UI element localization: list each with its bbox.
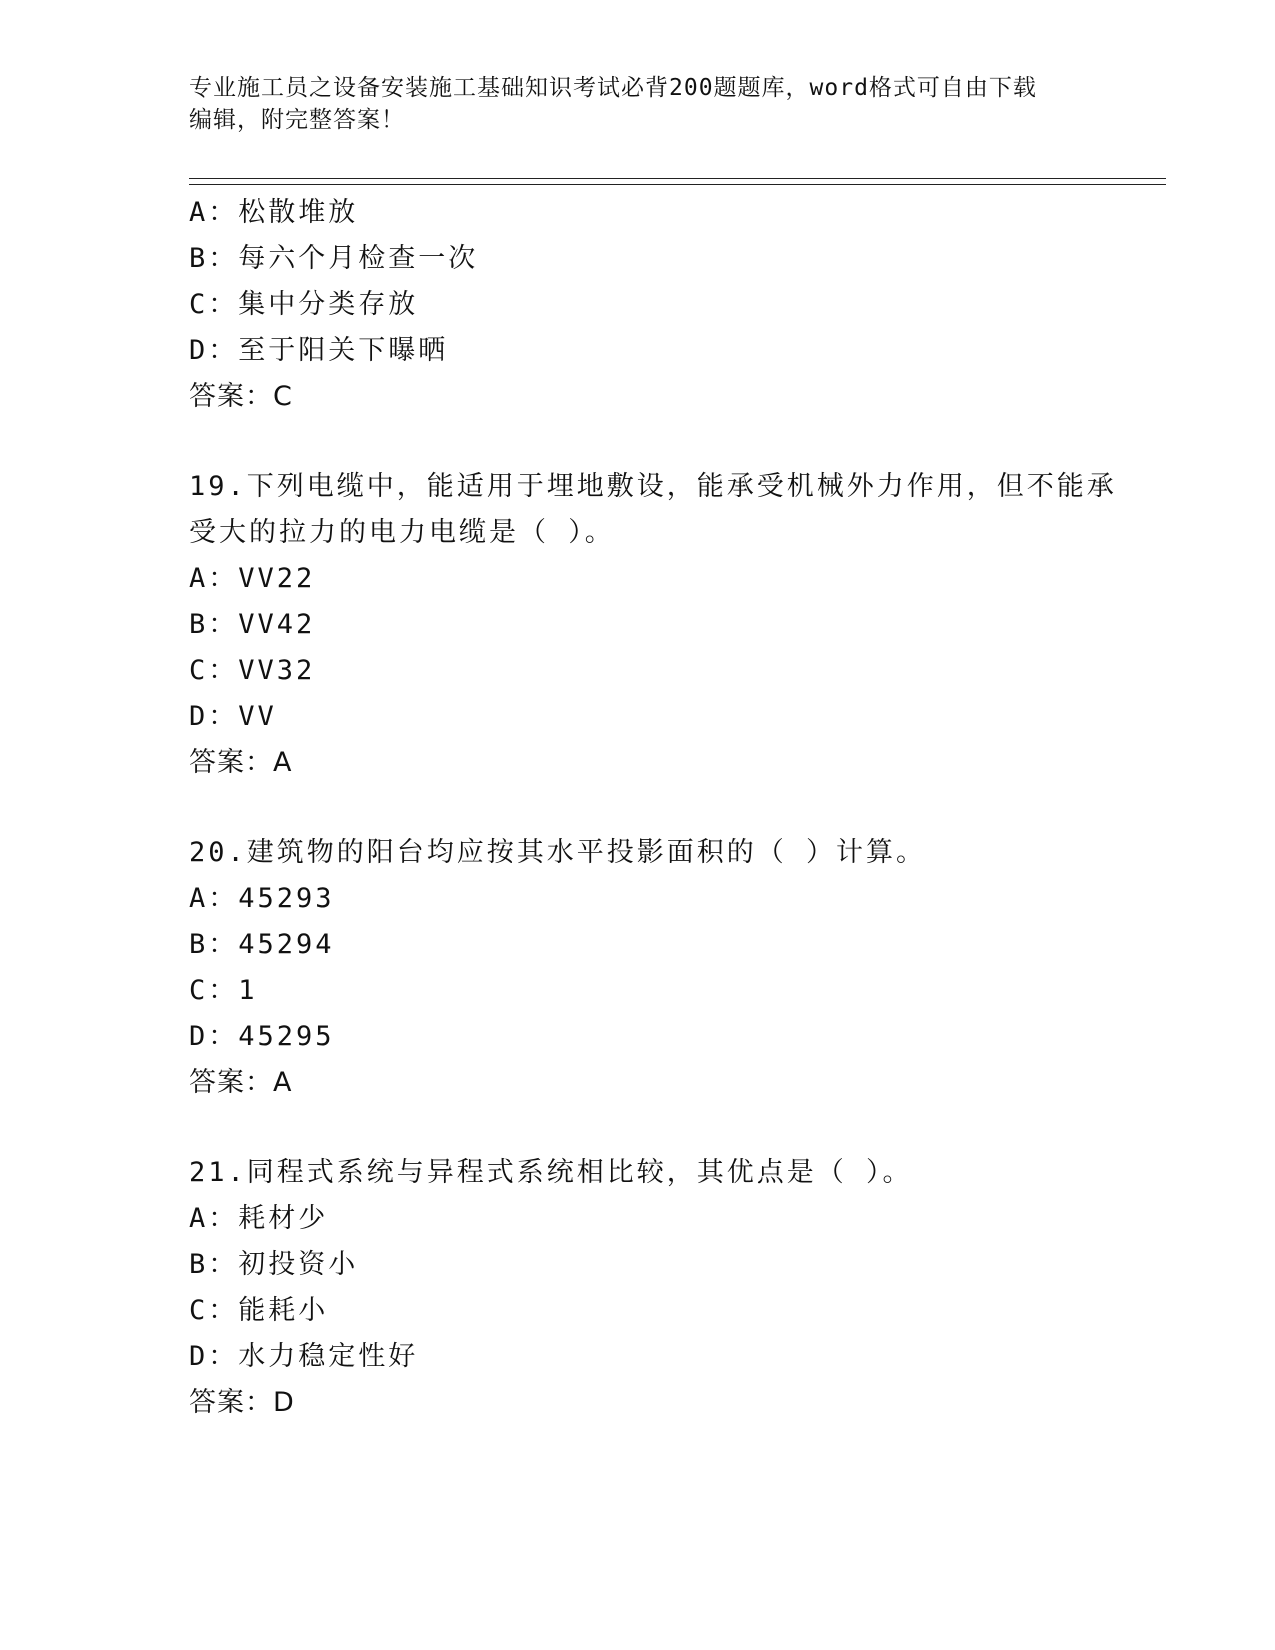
option-c: C：1 [189,975,258,1006]
question-stem: 21.同程式系统与异程式系统相比较，其优点是（ ）。 [189,1157,913,1188]
answer-line: 答案：A [189,747,293,778]
question-18-continued [189,190,1149,420]
question-21 [189,1150,1149,1426]
question-20 [189,830,1149,1106]
question-19 [189,464,1149,786]
option-b: B：初投资小 [189,1249,359,1280]
option-d: D：45295 [189,1021,335,1052]
header-divider-bottom [189,184,1166,185]
option-b: B：45294 [189,929,335,960]
option-b: B：每六个月检查一次 [189,243,479,274]
question-stem-line-2: 受大的拉力的电力电缆是（ ）。 [189,517,615,548]
question-list [189,190,1149,1470]
option-c: C：能耗小 [189,1295,329,1326]
option-a: A：VV22 [189,563,316,594]
option-c: C：集中分类存放 [189,289,419,320]
option-a: A：45293 [189,883,335,914]
question-stem: 20.建筑物的阳台均应按其水平投影面积的（ ）计算。 [189,837,927,868]
option-d: D：至于阳关下曝晒 [189,335,449,366]
document-header [189,72,1089,136]
answer-line: 答案：D [189,1387,295,1418]
option-a: A：耗材少 [189,1203,329,1234]
option-a: A：松散堆放 [189,197,359,228]
option-c: C：VV32 [189,655,316,686]
option-d: D：VV [189,701,277,732]
question-stem-line-1: 19.下列电缆中，能适用于埋地敷设，能承受机械外力作用，但不能承 [189,471,1117,502]
option-b: B：VV42 [189,609,316,640]
answer-line: 答案：A [189,1067,293,1098]
answer-line: 答案：C [189,381,293,412]
header-line-1: 专业施工员之设备安装施工基础知识考试必背200题题库，word格式可自由下载 [189,75,1037,101]
option-d: D：水力稳定性好 [189,1341,419,1372]
header-line-2: 编辑，附完整答案！ [189,107,405,133]
header-divider-top [189,178,1166,179]
